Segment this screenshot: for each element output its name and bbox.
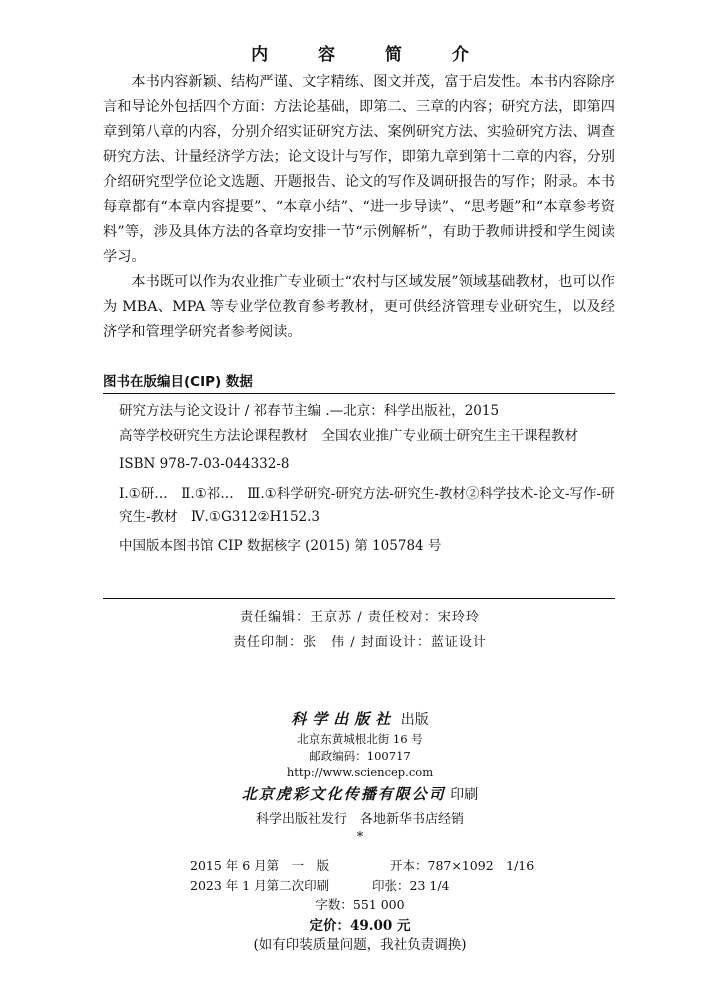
cip-heading: 图书在版编目(CIP) 数据 xyxy=(103,374,253,390)
staff-line-2: 责任印制：张 伟 / 封面设计：蓝证设计 xyxy=(233,635,487,650)
staff-line-1: 责任编辑：王京苏 / 责任校对：宋玲玲 xyxy=(240,610,480,625)
word-count: 字数：551 000 xyxy=(315,897,405,912)
publisher-suffix: 出版 xyxy=(400,712,429,728)
intro-title: 内 容 简 介 xyxy=(251,45,491,65)
intro-paragraph-2: 本书既可以作为农业推广专业硕士“农村与区域发展”领域基础教材，也可以作为 MBA、MPA 等专业学位教育参考教材，更可供经济管理专业研究生，以及经济学和管理学研究者参考阅读。 xyxy=(103,274,615,340)
distribution-line: 科学出版社发行 各地新华书店经销 xyxy=(255,812,464,827)
cip-line-1: 研究方法与论文设计 / 祁春节主编 .—北京：科学出版社，2015 xyxy=(119,403,500,419)
cip-bottom-rule xyxy=(103,598,615,599)
printer-line xyxy=(0,783,720,804)
publisher-url: http://www.sciencep.com xyxy=(286,765,434,779)
quality-note: (如有印装质量问题，我社负责调换) xyxy=(253,937,467,953)
edition-info: 2015 年 6 月第 一 版 xyxy=(190,858,330,873)
printer-name: 北京虎彩文化传播有限公司 xyxy=(241,785,446,803)
publisher-address: 北京东黄城根北街 16 号 xyxy=(297,732,423,746)
printing-info: 2023 年 1 月第二次印刷 xyxy=(190,878,330,893)
cip-line-2: 高等学校研究生方法论课程教材 全国农业推广专业硕士研究生主干课程教材 xyxy=(119,428,578,444)
publisher-line xyxy=(0,708,720,729)
cip-isbn: ISBN 978-7-03-044332-8 xyxy=(119,456,290,472)
publisher-postcode: 邮政编码：100717 xyxy=(309,749,411,763)
cip-classification: Ⅰ.①研… Ⅱ.①祁… Ⅲ.①科学研究-研究方法-研究生-教材②科学技术-论文-写作-研究生-教材 Ⅳ.①G312②H152.3 xyxy=(119,486,615,525)
publisher-name: 科学出版社 xyxy=(291,710,397,728)
intro-text xyxy=(103,70,615,345)
cip-block xyxy=(103,400,615,558)
format-info: 开本：787×1092 1/16 xyxy=(390,858,535,873)
separator-asterisk: * xyxy=(356,830,364,845)
sheets-info: 印张：23 1/4 xyxy=(372,878,450,893)
cip-top-rule xyxy=(103,393,615,394)
cip-record: 中国版本图书馆 CIP 数据核字 (2015) 第 105784 号 xyxy=(119,538,442,554)
printer-suffix: 印刷 xyxy=(450,787,479,803)
intro-paragraph-1: 本书内容新颖、结构严谨、文字精练、图文并茂，富于启发性。本书内容除序言和导论外包括四个方面：方法论基础，即第二、三章的内容；研究方法，即第四章到第八章的内容，分别介绍实证研究方法、案例研究方法、实验研究方法、调查研究方法、计量经济学方法；论文设计与写作，即第九章到第十二章的内容，分别介绍研究型学位论文选题、开题报告、论文的写作及调研报告的写作；附录。本书每章都有“本章内容提要”、“本章小结”、“进一步导读”、“思考题”和“本章参考资料”等，涉及具体方法的各章均安排一节“示例解析”，有助于教师讲授和学生阅读学习。 xyxy=(103,74,615,265)
price: 定价：49.00 元 xyxy=(309,918,411,934)
